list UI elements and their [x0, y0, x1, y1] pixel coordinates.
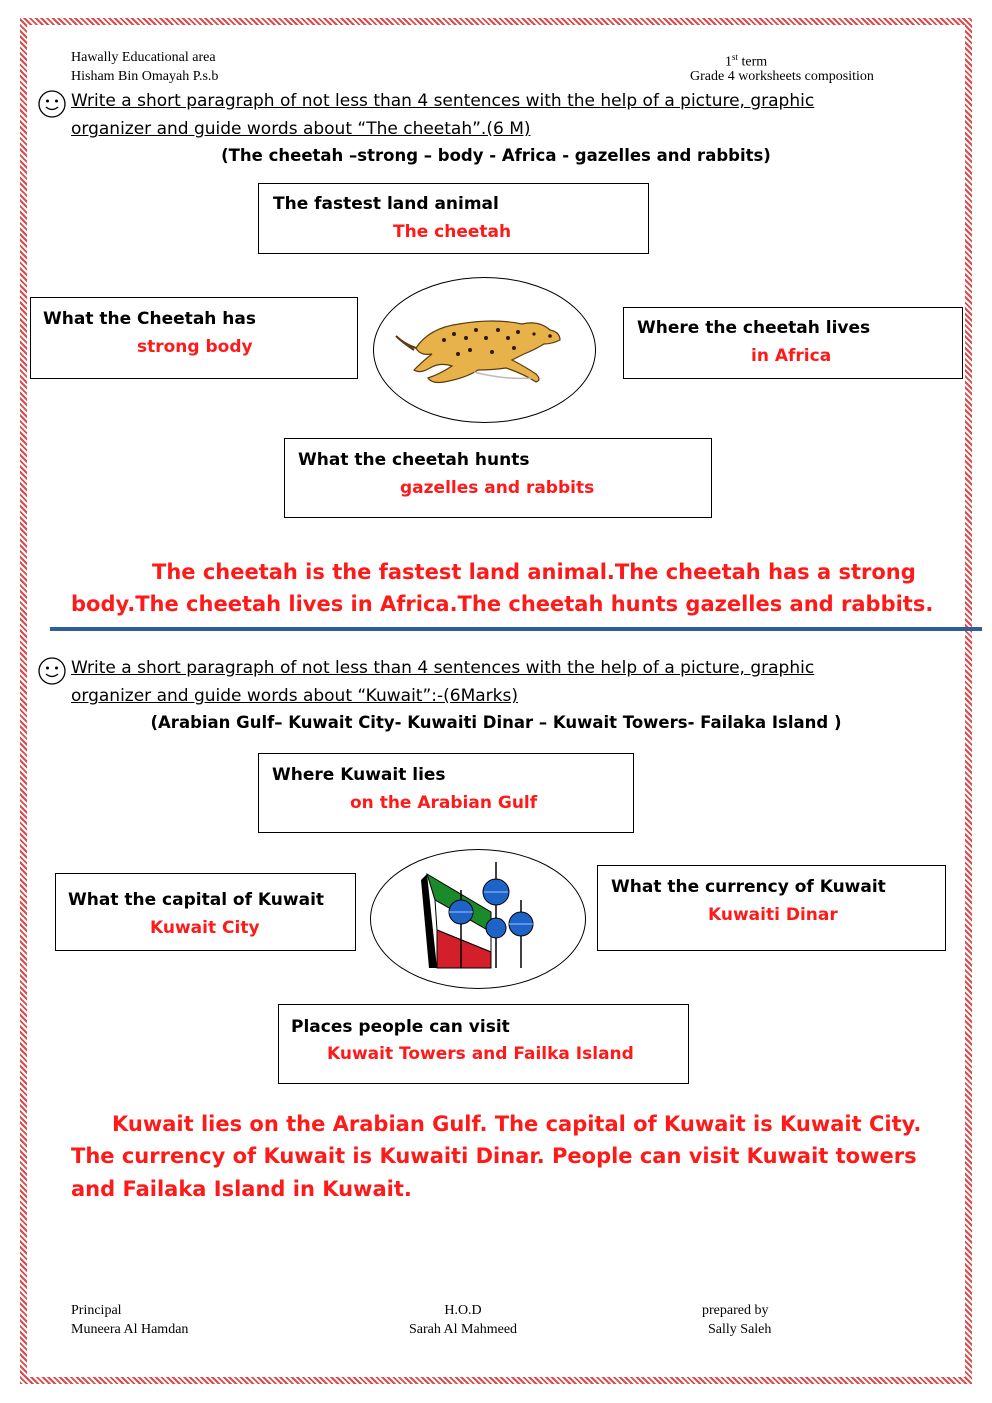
footer-hod: H.O.D Sarah Al Mahmeed	[408, 1303, 518, 1337]
cheetah-image	[374, 278, 594, 421]
organizer-box-bottom: Places people can visit Kuwait Towers and Failka Island	[278, 1004, 689, 1084]
organizer-box-right: Where the cheetah lives in Africa	[623, 307, 963, 379]
school-name: Hisham Bin Omayah P.s.b	[71, 69, 219, 84]
paragraph-2-line1: Kuwait lies on the Arabian Gulf. The capital of Kuwait is Kuwait City.	[112, 1112, 922, 1136]
organizer-box-left: What the Cheetah has strong body	[30, 297, 358, 379]
organizer-box-left: What the capital of Kuwait Kuwait City	[55, 873, 356, 951]
instruction-2: Write a short paragraph of not less than 4 sentences with the help of a picture, graphic organizer and guide words about “Kuwait”:-(6Marks)	[71, 658, 815, 706]
guide-words-2: (Arabian Gulf– Kuwait City- Kuwaiti Dinar – Kuwait Towers- Failaka Island )	[150, 713, 842, 732]
organizer-box-right: What the currency of Kuwait Kuwaiti Dinar	[597, 865, 946, 951]
guide-words-1: (The cheetah –strong – body - Africa - gazelles and rabbits)	[221, 146, 771, 165]
kuwait-picture-frame	[370, 849, 586, 989]
paragraph-1-line1: The cheetah is the fastest land animal.The cheetah has a strong	[152, 560, 916, 584]
school-area: Hawally Educational area	[71, 50, 216, 65]
kuwait-towers-image	[371, 850, 584, 987]
organizer-box-top: Where Kuwait lies on the Arabian Gulf	[258, 753, 634, 833]
term-label: 1st term	[725, 52, 768, 70]
header-left	[71, 48, 218, 86]
paragraph-1-line2: body.The cheetah lives in Africa.The cheetah hunts gazelles and rabbits.	[71, 592, 934, 616]
grade-label: Grade 4 worksheets composition	[690, 69, 874, 84]
footer-prepared-by: prepared by Sally Saleh	[702, 1303, 772, 1337]
section-divider	[50, 627, 982, 631]
smiley-icon	[37, 89, 67, 119]
smiley-icon	[37, 656, 67, 686]
paragraph-2-line2: The currency of Kuwait is Kuwaiti Dinar. People can visit Kuwait towers	[71, 1144, 917, 1168]
organizer-box-top: The fastest land animal The cheetah	[258, 183, 649, 254]
paragraph-2-line3: and Failaka Island in Kuwait.	[71, 1177, 412, 1201]
organizer-box-bottom: What the cheetah hunts gazelles and rabbits	[284, 438, 712, 518]
cheetah-picture-frame	[373, 277, 596, 423]
footer-principal: Principal Muneera Al Hamdan	[71, 1303, 189, 1337]
instruction-1: Write a short paragraph of not less than 4 sentences with the help of a picture, graphic organizer and guide words about “The cheetah”.(6 M)	[71, 91, 815, 139]
